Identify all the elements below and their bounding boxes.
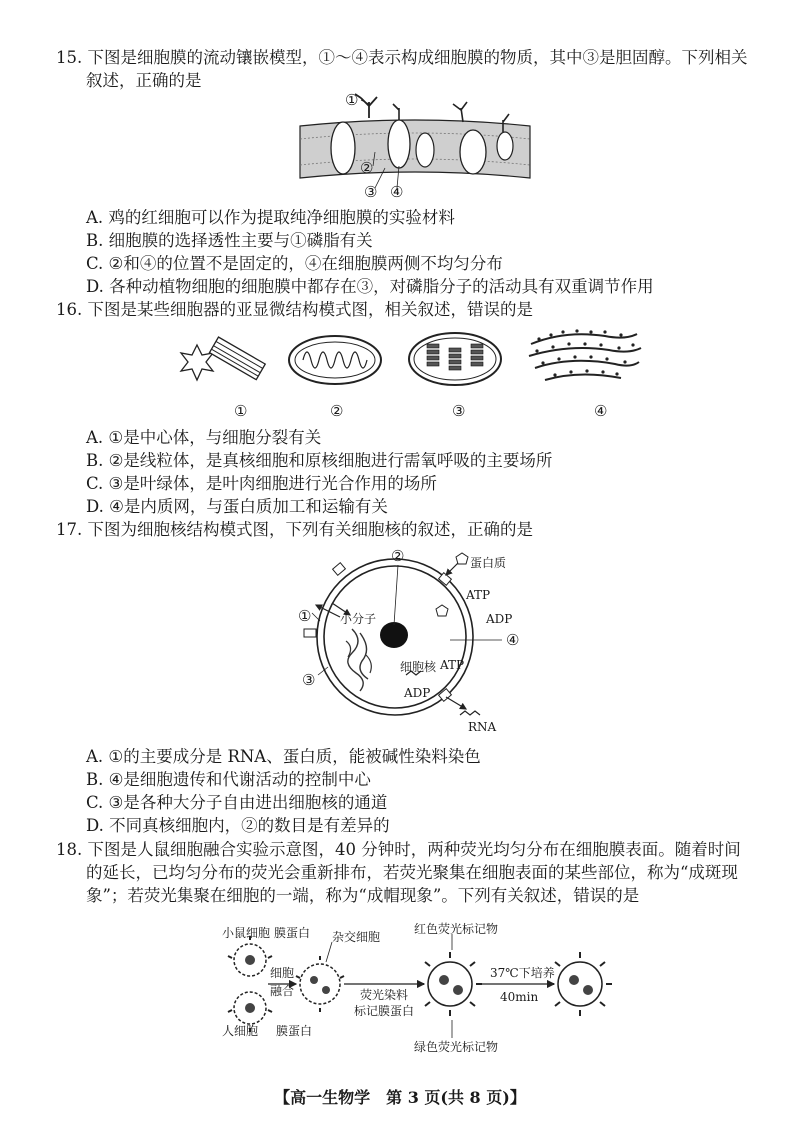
q15-label-1: ① bbox=[345, 91, 359, 109]
q17-label-3: ③ bbox=[302, 671, 316, 689]
q17-option-a: A. ①的主要成分是 RNA、蛋白质，能被碱性染料染色 bbox=[86, 747, 481, 766]
q18-green-marker-label: 绿色荧光标记物 bbox=[414, 1040, 499, 1054]
q18-membrane-protein-bottom: 膜蛋白 bbox=[276, 1024, 313, 1038]
q15-membrane-figure bbox=[295, 92, 535, 204]
q16-label-2: ② bbox=[330, 402, 344, 420]
q16-option-d: D. ④是内质网，与蛋白质加工和运输有关 bbox=[86, 497, 388, 516]
q17-label-4: ④ bbox=[506, 631, 520, 649]
q18-mouse-cell-label: 小鼠细胞 bbox=[222, 926, 271, 940]
q17-option-c: C. ③是各种大分子自由进出细胞核的通道 bbox=[86, 793, 388, 812]
q18-red-marker-label: 红色荧光标记物 bbox=[414, 922, 499, 936]
q15-label-4: ④ bbox=[390, 183, 404, 201]
q16-label-4: ④ bbox=[594, 402, 608, 420]
q17-nucleus-label: 细胞核 bbox=[400, 660, 437, 674]
q15-option-c: C. ②和④的位置不是固定的，④在细胞膜两侧不均匀分布 bbox=[86, 254, 503, 273]
q16-label-1: ① bbox=[234, 402, 248, 420]
q17-small-molecule-label: 小分子 bbox=[340, 612, 377, 626]
q18-hybrid-cell-label: 杂交细胞 bbox=[332, 930, 381, 944]
q15-option-b: B. 细胞膜的选择透性主要与①磷脂有关 bbox=[86, 231, 373, 250]
q15-label-3: ③ bbox=[364, 183, 378, 201]
q16-chloroplast-figure bbox=[405, 328, 505, 390]
q17-rna-label: RNA bbox=[468, 720, 497, 734]
q18-dye-label-1: 荧光染料 bbox=[360, 988, 409, 1002]
q18-time-label: 40min bbox=[500, 990, 539, 1004]
q18-stem-line3: 象”；若荧光集聚在细胞的一端，称为“成帽现象”。下列有关叙述，错误的是 bbox=[86, 886, 640, 905]
q15-option-a: A. 鸡的红细胞可以作为提取纯净细胞膜的实验材料 bbox=[86, 208, 455, 227]
q15-label-2: ② bbox=[360, 159, 374, 177]
q15-stem-line2: 叙述，正确的是 bbox=[86, 71, 202, 90]
q16-option-a: A. ①是中心体，与细胞分裂有关 bbox=[86, 428, 322, 447]
q18-dye-label-2: 标记膜蛋白 bbox=[354, 1004, 415, 1018]
q16-option-c: C. ③是叶绿体，是叶肉细胞进行光合作用的场所 bbox=[86, 474, 437, 493]
q18-membrane-protein-top: 膜蛋白 bbox=[274, 926, 311, 940]
q16-stem: 16. 下图是某些细胞器的亚显微结构模式图，相关叙述，错误的是 bbox=[56, 300, 533, 319]
q15-stem-line1: 15. 下图是细胞膜的流动镶嵌模型，①～④表示构成细胞膜的物质，其中③是胆固醇。下列相关 bbox=[56, 48, 748, 67]
q15-option-d: D. 各种动植物细胞的细胞膜中都存在③，对磷脂分子的活动具有双重调节作用 bbox=[86, 277, 654, 296]
q16-option-b: B. ②是线粒体，是真核细胞和原核细胞进行需氧呼吸的主要场所 bbox=[86, 451, 553, 470]
q17-label-1: ① bbox=[298, 607, 312, 625]
q17-atp-top: ATP bbox=[466, 588, 491, 602]
q18-stem-line1: 18. 下图是人鼠细胞融合实验示意图，40 分钟时，两种荧光均匀分布在细胞膜表面。随着时间 bbox=[56, 840, 741, 859]
q17-adp-top: ADP bbox=[486, 612, 513, 626]
q18-human-cell-label: 人细胞 bbox=[222, 1024, 259, 1038]
q16-centriole-figure bbox=[175, 325, 280, 390]
q16-mitochondrion-figure bbox=[285, 330, 385, 390]
q17-adp-bottom: ADP bbox=[404, 686, 431, 700]
q17-label-2: ② bbox=[391, 547, 405, 565]
q18-culture-label: 37℃下培养 bbox=[490, 966, 555, 980]
q17-atp-bottom: ATP bbox=[440, 658, 465, 672]
page-footer: 【高一生物学 第 3 页(共 8 页)】 bbox=[274, 1088, 526, 1107]
q17-stem: 17. 下图为细胞核结构模式图，下列有关细胞核的叙述，正确的是 bbox=[56, 520, 533, 539]
q17-option-b: B. ④是细胞遗传和代谢活动的控制中心 bbox=[86, 770, 371, 789]
q16-er-figure bbox=[525, 326, 645, 392]
q16-label-3: ③ bbox=[452, 402, 466, 420]
q18-fusion-label-2: 融合 bbox=[270, 984, 295, 998]
q17-protein-label: 蛋白质 bbox=[470, 556, 507, 570]
q17-option-d: D. 不同真核细胞内，②的数目是有差异的 bbox=[86, 816, 390, 835]
q18-stem-line2: 的延长，已均匀分布的荧光会重新排布，若荧光聚集在细胞表面的某些部位，称为“成斑现 bbox=[86, 863, 738, 882]
q18-fusion-label-1: 细胞 bbox=[270, 966, 295, 980]
